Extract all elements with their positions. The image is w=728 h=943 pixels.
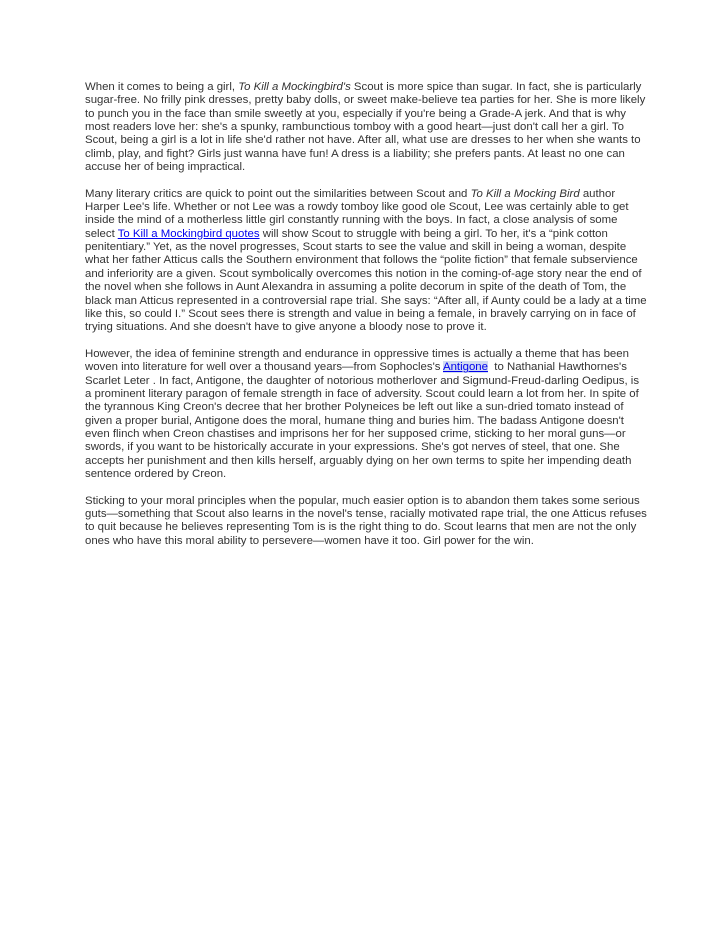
paragraph-2	[85, 188, 648, 335]
text-run: When it comes to being a girl,	[85, 81, 239, 93]
document-content	[85, 81, 651, 561]
text-run: Scout is more spice than sugar. In fact, she is particularly sugar-free. No frilly pink dresses, pretty baby dolls, or sweet make-believe tea parties for her. She is more likely to punch you in the face than smile sweetly at you, especially if you're being a Grade-A jerk. And that is why most readers love her: she's a spunky, rambunctious tomboy with a good heart—just don't call her a girl. To Scout, being a girl is a lot in life she'd rather not have. After all, what use are dresses to her when she wants to climb, play, and fight? Girls just wanna have fun! A dress is a liability; she prefers pants. At least no one can accuse her of being impractical.	[85, 81, 649, 174]
text-run: to Nathanial Hawthornes's Scarlet Leter . In fact, Antigone, the daughter of notorious motherlover and Sigmund-Freud-darling Oedipus, is a prominent literary paragon of female strength in face of adversity. Scout could learn a lot from her. In spite of the tyrannous King Creon's decree that her brother Polyneices be left out like a sun-dried tomato instead of given a proper burial, Antigone does the moral, humane thing and buries him. The badass Antigone doesn't even flinch when Creon chastises and imprisons her for her supposed crime, sticking to her moral guns—or swords, if you want to be historically accurate in your expressions. She's got nerves of steel, that one. She accepts her punishment and then kills herself, arguably dying on her own terms to spite her impending death sentence ordered by Creon.	[85, 361, 643, 480]
italic-text-run: To Kill a Mockingbird's	[238, 81, 351, 93]
text-run: Sticking to your moral principles when the popular, much easier option is to abandon them takes some serious guts—something that Scout also learns in the novel's tense, racially motivated rape trial, the one Atticus refuses to quit because he believes representing Tom is is the right thing to do. Scout learns that men are not the only ones who have this moral ability to persevere—women have it too. Girl power for the win.	[85, 494, 651, 547]
text-run: will show Scout to struggle with being a girl. To her, it's a “pink cotton penitentiary.” Yet, as the novel progresses, Scout starts to see the value and skill in being a woman, despite what her father Atticus calls the Southern environment that follows the “polite fiction” that female subservience and inferiority are a given. Scout symbolically overcomes this notion in the coming-of-age story near the end of the novel when she follows in Aunt Alexandra in assuming a polite decorum in spite of the death of Tom, the black man Atticus represented in a controversial rape trial. She says: “After all, if Aunty could be a lady at a time like this, so could I.” Scout sees there is strength and value in being a female, in bravely carrying on in face of trying situations. And she doesn't have to give anyone a bloody nose to prove it.	[85, 227, 650, 334]
link-to-kill-a-mockingbird-quotes[interactable]: To Kill a Mockingbird quotes	[117, 227, 260, 240]
paragraph-4	[85, 494, 651, 548]
link-antigone[interactable]: Antigone	[443, 361, 488, 374]
text-run: author Harper Lee's life. Whether or not Lee was a rowdy tomboy like good ole Scout, Lee was certainly able to get inside the mind of a motherless little girl constantly running with the boys. In fact, a close analysis of some select	[85, 187, 632, 240]
paragraph-1	[85, 81, 648, 174]
text-run: Many literary critics are quick to point out the similarities between Scout and	[85, 187, 471, 200]
paragraph-3	[85, 348, 648, 481]
italic-text-run: To Kill a Mocking Bird	[470, 187, 580, 200]
text-run: However, the idea of feminine strength and endurance in oppressive times is actually a theme that has been woven into literature for well over a thousand years—from Sophocles's	[85, 347, 633, 374]
